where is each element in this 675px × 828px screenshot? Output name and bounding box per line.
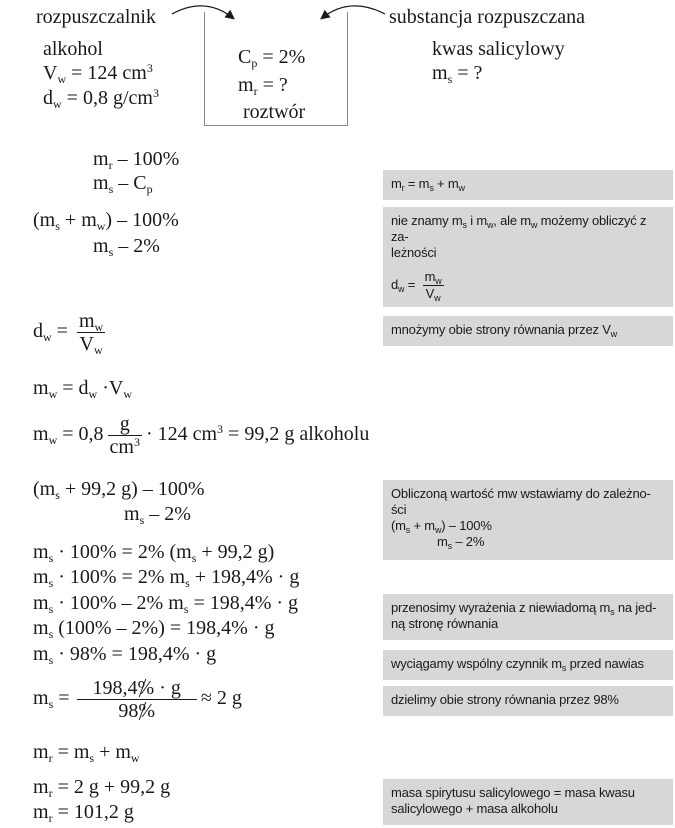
note-mass-summary: masa spirytusu salicylowego = masa kwasu salicylowego + masa alkoholu	[383, 779, 673, 825]
density-formula: $d_w$ = $\frac{m_w}{V_w}$	[33, 310, 104, 357]
note-unknowns: nie znamy $m_s$ i $m_w$, ale $m_w$ możemy obliczyć z za- leżności $d_w$ = $\frac{m_w}{V_w}$	[383, 207, 673, 307]
algebra-line-5: $m_s \cdot 98\% = 198,4\% \cdot g$	[33, 643, 217, 667]
note-multiply: mnożymy obie strony równania przez $V_w$	[383, 316, 673, 346]
substituted-line-2: $m_s - 2\%$	[124, 503, 191, 527]
mass-water-formula: $m_w = d_w \cdot V_w$	[33, 377, 132, 401]
proportion-line-1: $m_r - 100\%$	[93, 148, 180, 172]
mr-result: $m_r = 101,2$ g	[33, 801, 134, 825]
solution-label: roztwór	[243, 101, 306, 123]
proportion-line-4: $m_s - 2\%$	[93, 235, 160, 259]
solution-concentration: $C_p = 2\%$	[238, 46, 306, 70]
proportion-line-2: $m_s - C_p$	[93, 172, 153, 196]
algebra-line-1: $m_s \cdot 100\% = 2\%$ ($m_s + 99,2$ g)	[33, 541, 275, 565]
mr-formula: $m_r = m_s + m_w$	[33, 741, 140, 765]
note-mass-sum: $m_r = m_s + m_w$	[383, 170, 673, 200]
division-line: $m_s$ = $\frac{198,4\% \cdot g}{98\%}$ ≈ 2 g	[33, 677, 242, 722]
proportion-line-3: $(m_s + m_w) - 100\%$	[33, 209, 179, 233]
solvent-label: rozpuszczalnik	[36, 6, 156, 28]
note-move-terms: przenosimy wyrażenia z niewiadomą $m_s$ na jed- ną stronę równania	[383, 594, 673, 640]
solution-mass: $m_r$ = ?	[238, 74, 288, 98]
algebra-line-3: $m_s \cdot 100\% - 2\%$ $m_s = 198,4\% \cdot g$	[33, 592, 299, 616]
solvent-density: $d_w = 0,8$ $g/cm^3$	[43, 86, 159, 111]
algebra-line-4: $m_s$ (100% – 2%) = 198,4% · g	[33, 617, 275, 641]
solvent-volume: $V_w = 124$ $cm^3$	[43, 61, 153, 86]
solute-mass: $m_s$ = ?	[432, 62, 483, 86]
mass-water-calc: $m_w = 0,8$ $\frac{g}{cm^3}$ · 124 $cm^3 = 99,2$ g alkoholu	[33, 413, 370, 458]
solute-label: substancja rozpuszczana	[389, 6, 586, 28]
note-substitute: Obliczoną wartość mw wstawiamy do zależno- ści $(m_s + m_w) - 100\%$ $m_s - 2\%$	[383, 480, 673, 560]
note-factor: wyciągamy wspólny czynnik $m_s$ przed nawias	[383, 650, 673, 680]
solvent-name: alkohol	[43, 38, 103, 60]
mr-calc: $m_r = 2$ g + 99,2 g	[33, 776, 171, 800]
solute-name: kwas salicylowy	[432, 38, 565, 60]
substituted-line-1: ($m_s + 99,2$ g) – 100%	[33, 478, 205, 502]
note-divide: dzielimy obie strony równania przez 98%	[383, 686, 673, 716]
algebra-line-2: $m_s \cdot 100\% = 2\%$ $m_s + 198,4\% \cdot g$	[33, 566, 300, 590]
